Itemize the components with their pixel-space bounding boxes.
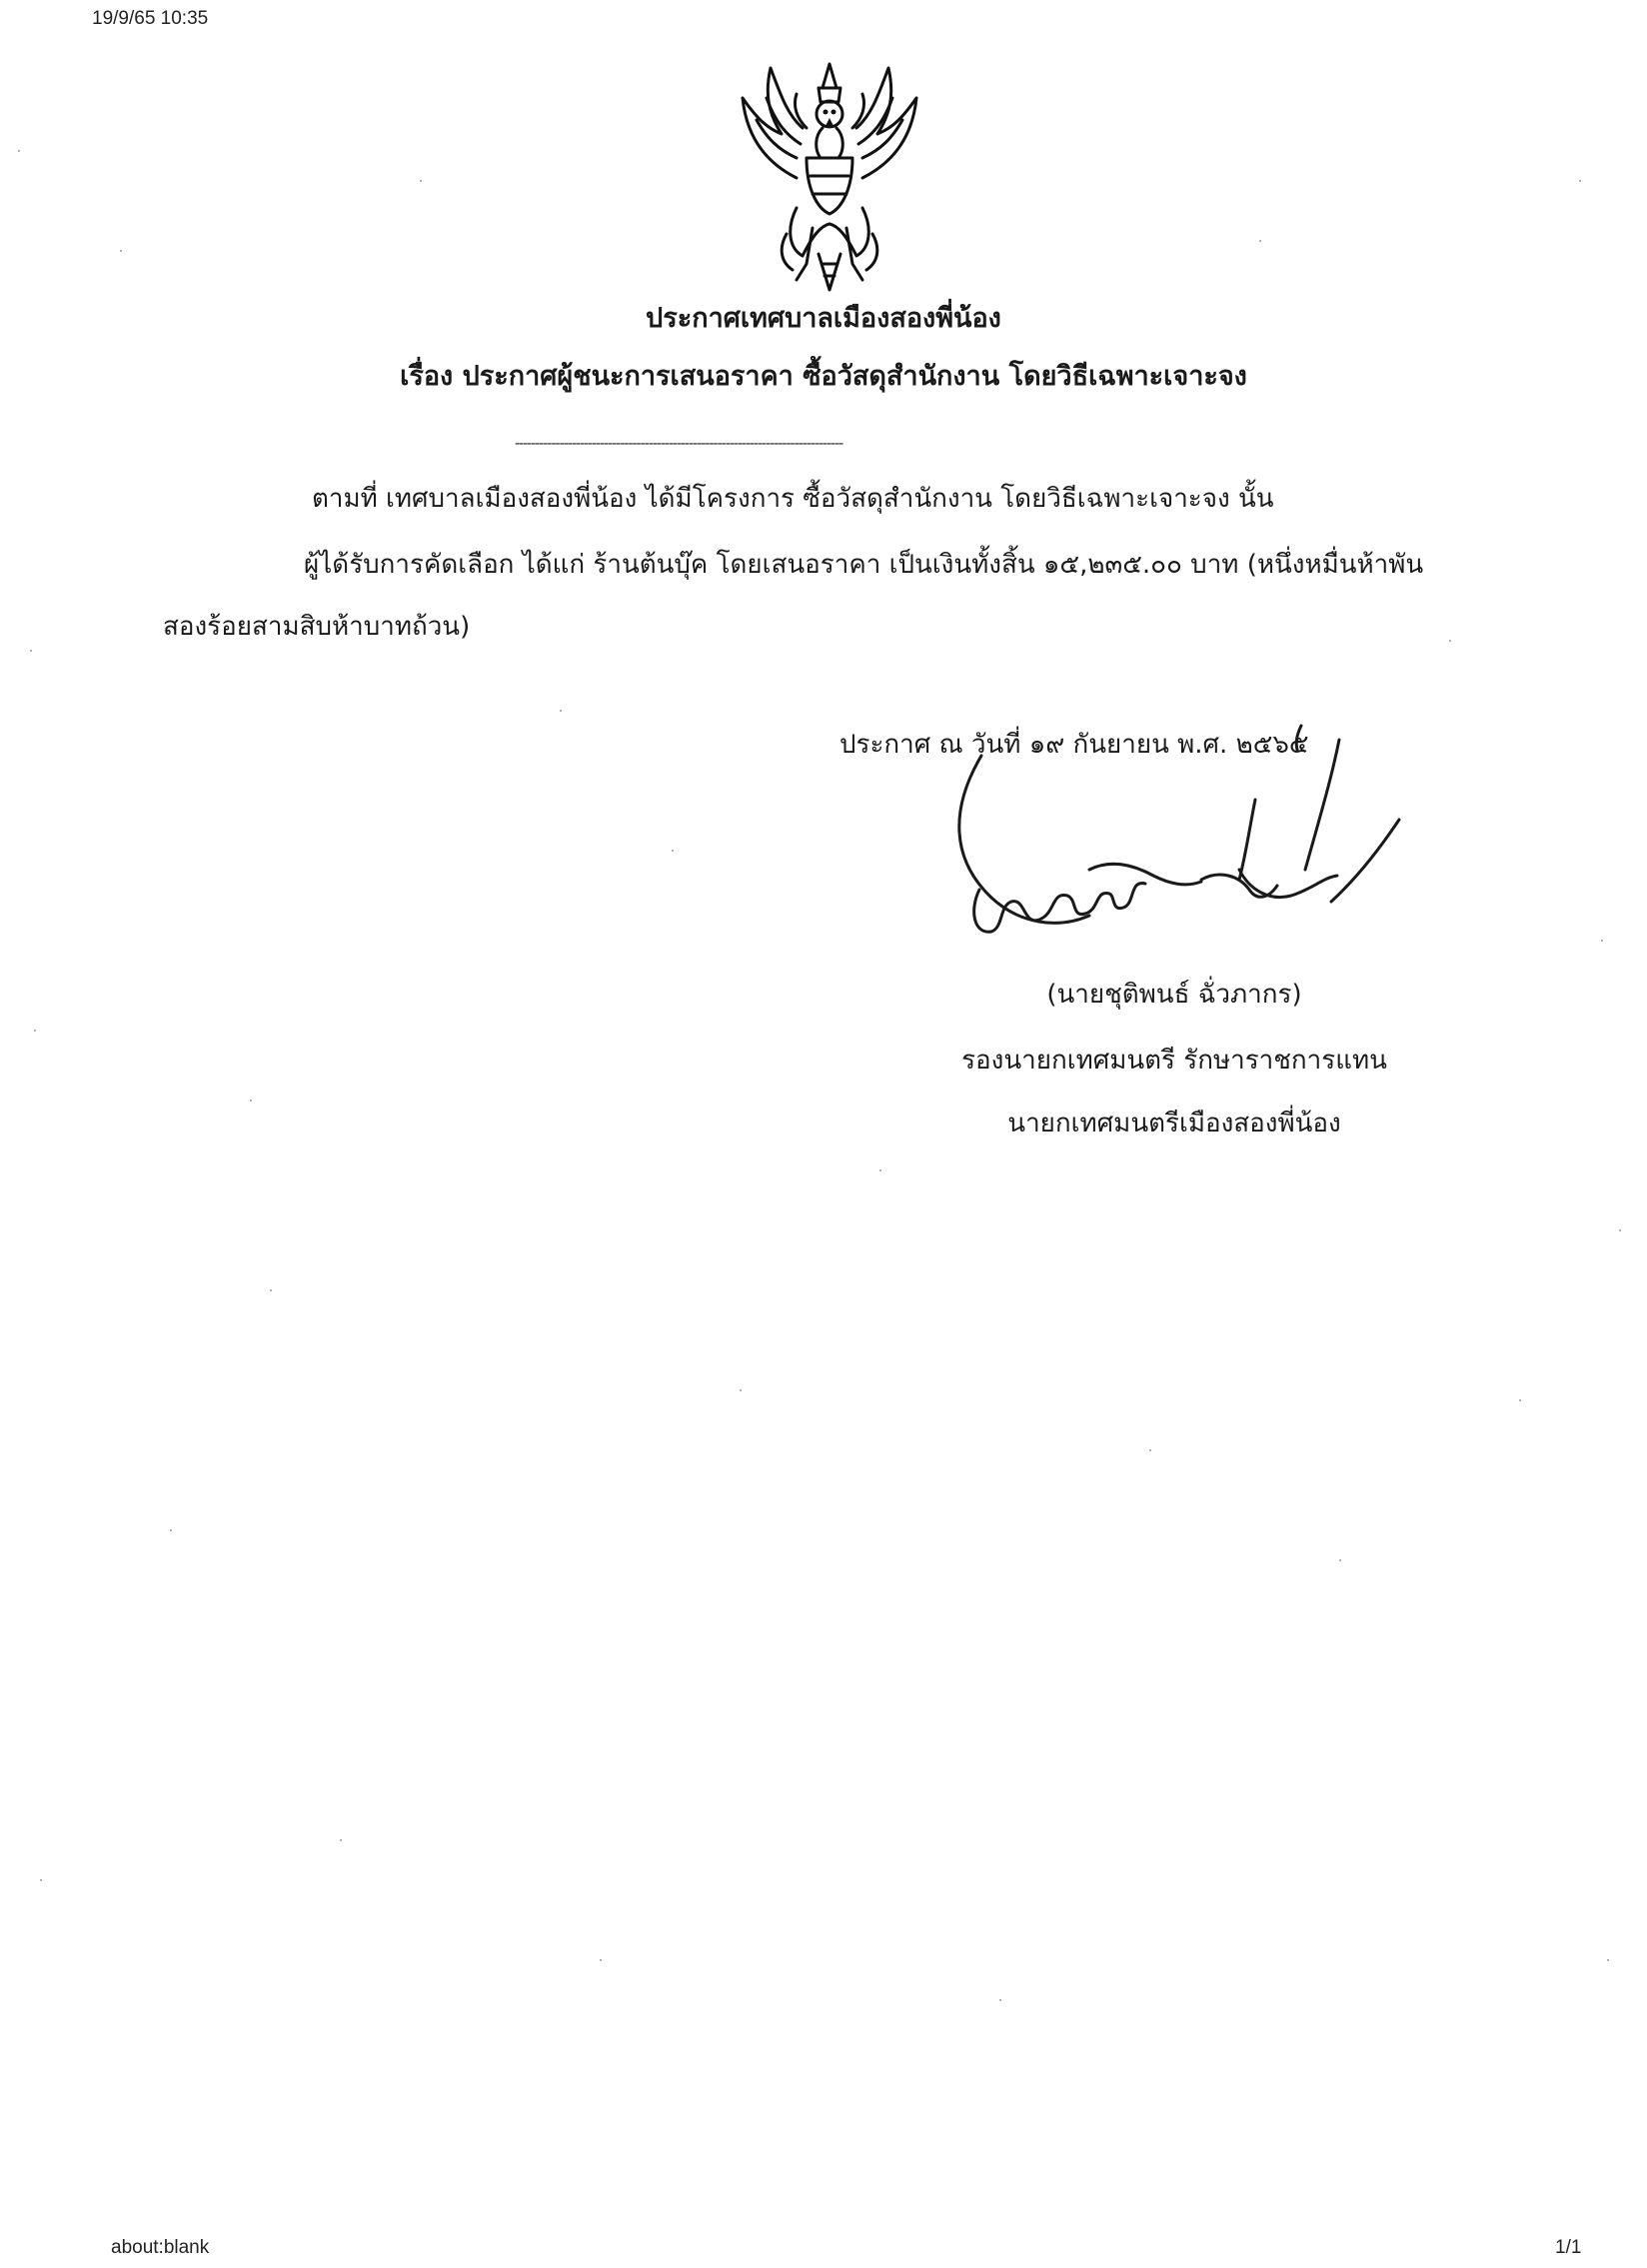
scan-speck bbox=[879, 1169, 881, 1171]
scan-speck bbox=[170, 1529, 172, 1531]
scan-speck bbox=[18, 150, 20, 152]
scan-speck bbox=[560, 710, 562, 712]
scan-speck bbox=[999, 1999, 1001, 2001]
scan-speck bbox=[600, 1959, 602, 1961]
garuda-emblem-icon bbox=[727, 58, 932, 294]
document-subject: เรื่อง ประกาศผู้ชนะการเสนอราคา ซื้อวัสดุสำนักงาน โดยวิธีเฉพาะเจาะจง bbox=[400, 361, 1247, 392]
document-heading: ประกาศเทศบาลเมืองสองพี่น้อง bbox=[646, 303, 1001, 334]
scan-speck bbox=[1607, 1959, 1609, 1961]
scan-speck bbox=[1449, 640, 1451, 642]
scan-speck bbox=[740, 1389, 742, 1391]
scan-speck bbox=[270, 1289, 272, 1291]
scan-speck bbox=[250, 1100, 252, 1102]
print-datetime: 19/9/65 10:35 bbox=[92, 8, 209, 29]
scan-speck bbox=[420, 180, 422, 182]
signer-name: (นายชุติพนธ์ ฉั่วภากร) bbox=[1046, 980, 1302, 1010]
paragraph-2-line-1: ผู้ได้รับการคัดเลือก ได้แก่ ร้านต้นบุ๊ค โดยเสนอราคา เป็นเงินทั้งสิ้น ๑๕,๒๓๕.๐๐ บาท (หนึ่งหมื่นห้าพัน bbox=[304, 550, 1424, 580]
scan-speck bbox=[1149, 1449, 1151, 1451]
handwritten-signature bbox=[939, 720, 1419, 970]
signer-position-line-1: รองนายกเทศมนตรี รักษาราชการแทน bbox=[961, 1046, 1387, 1076]
scan-speck bbox=[340, 1839, 342, 1841]
scan-speck bbox=[120, 250, 122, 252]
scan-speck bbox=[30, 650, 32, 652]
print-page-number: 1/1 bbox=[1555, 2237, 1582, 2258]
scan-speck bbox=[34, 1030, 36, 1032]
print-url: about:blank bbox=[111, 2237, 210, 2258]
scan-speck bbox=[1519, 1399, 1521, 1401]
announce-date: ประกาศ ณ วันที่ ๑๙ กันยายน พ.ศ. ๒๕๖๕ bbox=[839, 730, 1309, 760]
paragraph-1: ตามที่ เทศบาลเมืองสองพี่น้อง ได้มีโครงการ ซื้อวัสดุสำนักงาน โดยวิธีเฉพาะเจาะจง นั้น bbox=[312, 484, 1274, 514]
scan-speck bbox=[1601, 940, 1603, 942]
scan-speck bbox=[1339, 1559, 1341, 1561]
paragraph-2-line-2: สองร้อยสามสิบห้าบาทถ้วน) bbox=[163, 612, 471, 642]
scan-speck bbox=[1579, 180, 1581, 182]
scan-speck bbox=[672, 850, 674, 852]
dashed-rule: --------------------------------------------------------------------------------- bbox=[515, 436, 843, 452]
signer-position-line-2: นายกเทศมนตรีเมืองสองพี่น้อง bbox=[1007, 1109, 1341, 1138]
scan-speck bbox=[1259, 240, 1261, 242]
scan-speck bbox=[40, 1879, 42, 1881]
scan-speck bbox=[1619, 1229, 1621, 1231]
